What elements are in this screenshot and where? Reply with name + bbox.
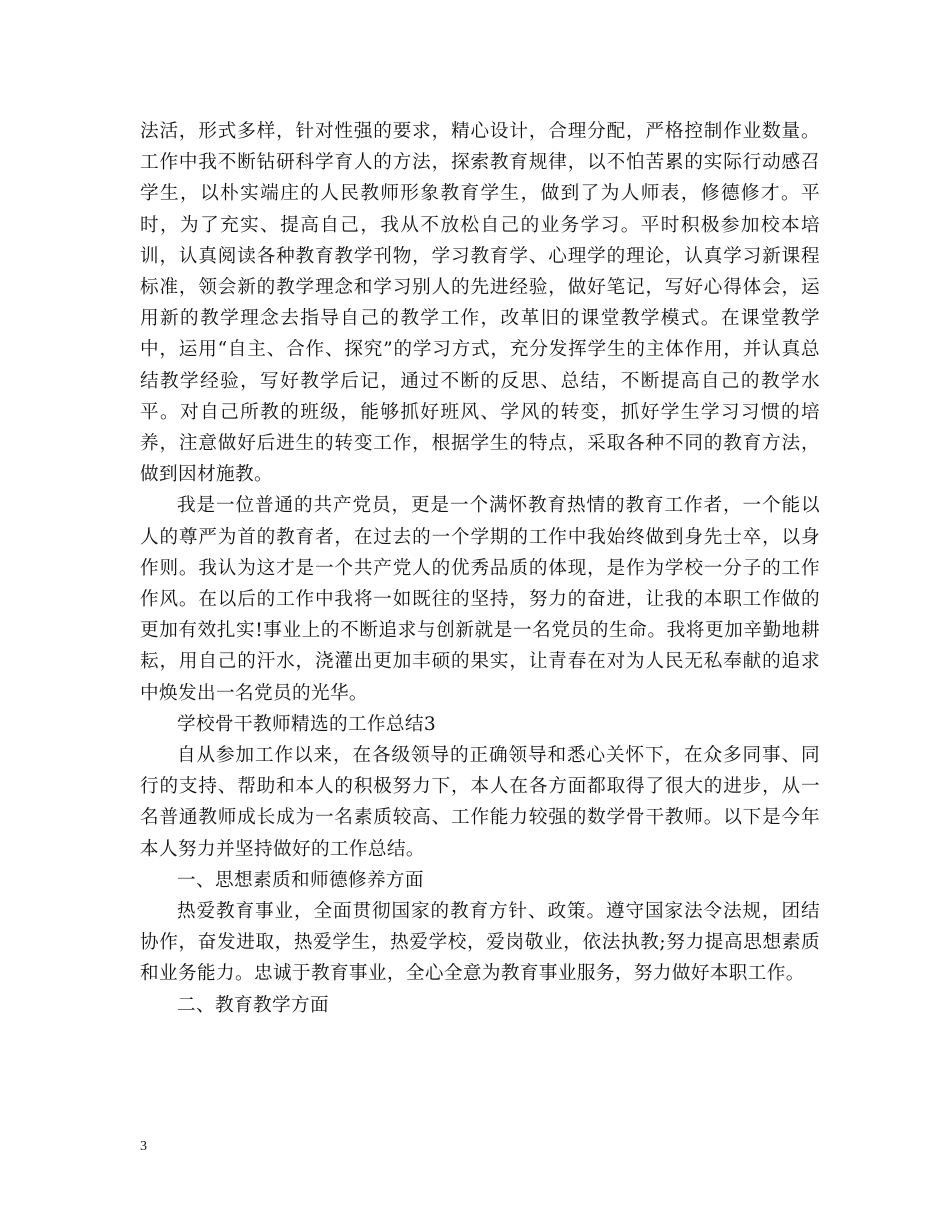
paragraph-continuation: 法活，形式多样，针对性强的要求，精心设计，合理分配，严格控制作业数量。工作中我不断钻研科学育人的方法，探索教育规律，以不怕苦累的实际行动感召学生，以朴实端庄的人民教师形象教育学生，做到了为人师表，修德修才。平时，为了充实、提高自己，我从不放松自己的业务学习。平时积极参加校本培训，认真阅读各种教育教学刊物，学习教育学、心理学的理论，认真学习新课程标准，领会新的教学理念和学习别人的先进经验，做好笔记，写好心得体会，运用新的教学理念去指导自己的教学工作，改革旧的课堂教学模式。在课堂教学中，运用“自主、合作、探究”的学习方式，充分发挥学生的主体作用，并认真总结教学经验，写好教学后记，通过不断的反思、总结，不断提高自己的教学水平。对自己所教的班级，能够抓好班风、学风的转变，抓好学生学习习惯的培养，注意做好后进生的转变工作，根据学生的特点，采取各种不同的教育方法，做到因材施教。 [140, 121, 820, 486]
heading-teaching: 二、教育教学方面 [177, 994, 329, 1016]
document-body [140, 116, 820, 1021]
page-number: 3 [140, 1139, 147, 1154]
paragraph-party-member: 我是一位普通的共产党员，更是一个满怀教育热情的教育工作者，一个能以人的尊严为首的教育者，在过去的一个学期的工作中我始终做到身先士卒，以身作则。我认为这才是一个共产党人的优秀品质的体现，是作为学校一分子的工作作风。在以后的工作中我将一如既往的坚持，努力的奋进，让我的本职工作做的更加有效扎实!事业上的不断追求与创新就是一名党员的生命。我将更加辛勤地耕耘，用自己的汗水，浇灌出更加丰硕的果实，让青春在对为人民无私奉献的追求中焕发出一名党员的光华。 [140, 495, 820, 704]
paragraph-intro: 自从参加工作以来，在各级领导的正确领导和悉心关怀下，在众多同事、同行的支持、帮助和本人的积极努力下，本人在各方面都取得了很大的进步，从一名普通教师成长成为一名素质较高、工作能力较强的数学骨干教师。以下是今年本人努力并坚持做好的工作总结。 [140, 745, 820, 860]
heading-ideology: 一、思想素质和师德修养方面 [177, 869, 424, 891]
paragraph-ideology: 热爱教育事业，全面贯彻国家的教育方针、政策。遵守国家法令法规，团结协作，奋发进取，热爱学生，热爱学校，爱岗敬业，依法执教;努力提高思想素质和业务能力。忠诚于教育事业，全心全意为教育事业服务，努力做好本职工作。 [140, 901, 820, 985]
section-title: 学校骨干教师精选的工作总结3 [177, 713, 437, 735]
